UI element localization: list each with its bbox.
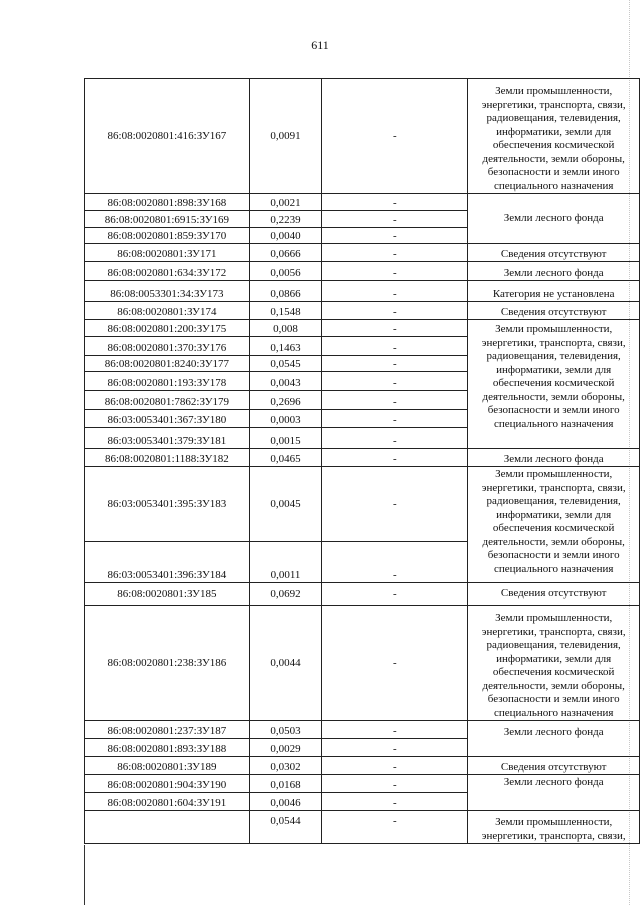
land-category: Земли промышленности, энергетики, транспорта, связи, радиовещания, телевидения, информатики, земли для обеспечения космической деятельности, земли обороны, безопасности и земли иного специального назначения [468,467,640,583]
area-value: 0,0091 [249,79,321,194]
land-category: Земли лесного фонда [468,775,640,811]
dash-cell: - [322,811,468,844]
land-plots-table [84,78,640,844]
cadastral-number: 86:03:0053401:396:ЗУ184 [85,542,250,583]
land-category: Земли лесного фонда [468,449,640,467]
land-category: Земли лесного фонда [468,721,640,757]
dash-cell: - [322,428,468,449]
area-value: 0,0003 [249,410,321,428]
area-value: 0,1548 [249,302,321,320]
dash-cell: - [322,79,468,194]
area-value: 0,0545 [249,356,321,372]
dash-cell: - [322,793,468,811]
land-category: Земли промышленности, энергетики, транспорта, связи, [468,811,640,844]
area-value: 0,2239 [249,211,321,228]
table-row [85,467,640,542]
table-row [85,811,640,844]
cadastral-number: 86:08:0020801:634:ЗУ172 [85,262,250,281]
cadastral-number: 86:08:0020801:ЗУ171 [85,244,250,262]
table-row [85,79,640,194]
area-value: 0,0015 [249,428,321,449]
dash-cell: - [322,606,468,721]
area-value: 0,0692 [249,583,321,606]
dash-cell: - [322,757,468,775]
land-category: Земли лесного фонда [468,194,640,244]
land-category: Земли промышленности, энергетики, транспорта, связи, радиовещания, телевидения, информатики, земли для обеспечения космической деятельности, земли обороны, безопасности и земли иного специального назначения [468,79,640,194]
cadastral-number: 86:08:0020801:859:ЗУ170 [85,228,250,244]
land-category: Сведения отсутствуют [468,244,640,262]
table-row [85,302,640,320]
dash-cell: - [322,262,468,281]
dash-cell: - [322,391,468,410]
area-value: 0,2696 [249,391,321,410]
area-value: 0,0021 [249,194,321,211]
cadastral-number: 86:08:0020801:7862:ЗУ179 [85,391,250,410]
area-value: 0,0302 [249,757,321,775]
dash-cell: - [322,410,468,428]
cadastral-number: 86:03:0053401:367:ЗУ180 [85,410,250,428]
cadastral-number: 86:08:0020801:893:ЗУ188 [85,739,250,757]
cadastral-number: 86:08:0020801:898:ЗУ168 [85,194,250,211]
dash-cell: - [322,211,468,228]
table-row [85,721,640,739]
dash-cell: - [322,583,468,606]
cadastral-number: 86:08:0020801:904:ЗУ190 [85,775,250,793]
area-value: 0,0044 [249,606,321,721]
dash-cell: - [322,775,468,793]
cadastral-number: 86:08:0020801:ЗУ189 [85,757,250,775]
cadastral-number: 86:08:0020801:1188:ЗУ182 [85,449,250,467]
cadastral-number: 86:08:0020801:238:ЗУ186 [85,606,250,721]
page-number: 611 [311,38,329,52]
table-row [85,757,640,775]
area-value: 0,0666 [249,244,321,262]
area-value: 0,0045 [249,467,321,542]
dash-cell: - [322,228,468,244]
area-value: 0,0040 [249,228,321,244]
dash-cell: - [322,244,468,262]
area-value: 0,0043 [249,372,321,391]
land-category: Сведения отсутствуют [468,583,640,606]
land-category: Категория не установлена [468,281,640,302]
dash-cell: - [322,449,468,467]
area-value: 0,0465 [249,449,321,467]
dash-cell: - [322,721,468,739]
cadastral-number: 86:08:0020801:ЗУ174 [85,302,250,320]
area-value: 0,0168 [249,775,321,793]
land-category: Земли промышленности, энергетики, транспорта, связи, радиовещания, телевидения, информатики, земли для обеспечения космической деятельности, земли обороны, безопасности и земли иного специального назначения [468,606,640,721]
area-value: 0,0866 [249,281,321,302]
land-category: Земли лесного фонда [468,262,640,281]
area-value: 0,0029 [249,739,321,757]
area-value: 0,0544 [249,811,321,844]
dash-cell: - [322,281,468,302]
cadastral-number: 86:08:0020801:200:ЗУ175 [85,320,250,337]
dash-cell: - [322,542,468,583]
table-row [85,244,640,262]
cadastral-number: 86:08:0020801:193:ЗУ178 [85,372,250,391]
cadastral-number [85,811,250,844]
cadastral-number: 86:08:0020801:6915:ЗУ169 [85,211,250,228]
dash-cell: - [322,320,468,337]
dash-cell: - [322,356,468,372]
cadastral-number: 86:08:0020801:ЗУ185 [85,583,250,606]
dash-cell: - [322,467,468,542]
table-row [85,262,640,281]
land-category: Сведения отсутствуют [468,757,640,775]
dash-cell: - [322,337,468,356]
table-row [85,775,640,793]
cadastral-number: 86:08:0053301:34:ЗУ173 [85,281,250,302]
table-row [85,583,640,606]
table-row [85,449,640,467]
cadastral-number: 86:08:0020801:604:ЗУ191 [85,793,250,811]
dash-cell: - [322,739,468,757]
area-value: 0,0056 [249,262,321,281]
cadastral-number: 86:08:0020801:8240:ЗУ177 [85,356,250,372]
cadastral-number: 86:08:0020801:416:ЗУ167 [85,79,250,194]
table-row [85,194,640,211]
area-value: 0,0046 [249,793,321,811]
cadastral-number: 86:08:0020801:370:ЗУ176 [85,337,250,356]
table-row [85,281,640,302]
area-value: 0,1463 [249,337,321,356]
cadastral-number: 86:08:0020801:237:ЗУ187 [85,721,250,739]
area-value: 0,008 [249,320,321,337]
dash-cell: - [322,194,468,211]
table-left-border [84,845,85,905]
dash-cell: - [322,302,468,320]
cadastral-number: 86:03:0053401:379:ЗУ181 [85,428,250,449]
land-category: Сведения отсутствуют [468,302,640,320]
cadastral-number: 86:03:0053401:395:ЗУ183 [85,467,250,542]
area-value: 0,0503 [249,721,321,739]
area-value: 0,0011 [249,542,321,583]
land-category: Земли промышленности, энергетики, транспорта, связи, радиовещания, телевидения, информатики, земли для обеспечения космической деятельности, земли обороны, безопасности и земли иного специального назначения [468,320,640,449]
table-row [85,606,640,721]
dash-cell: - [322,372,468,391]
table-row [85,320,640,337]
